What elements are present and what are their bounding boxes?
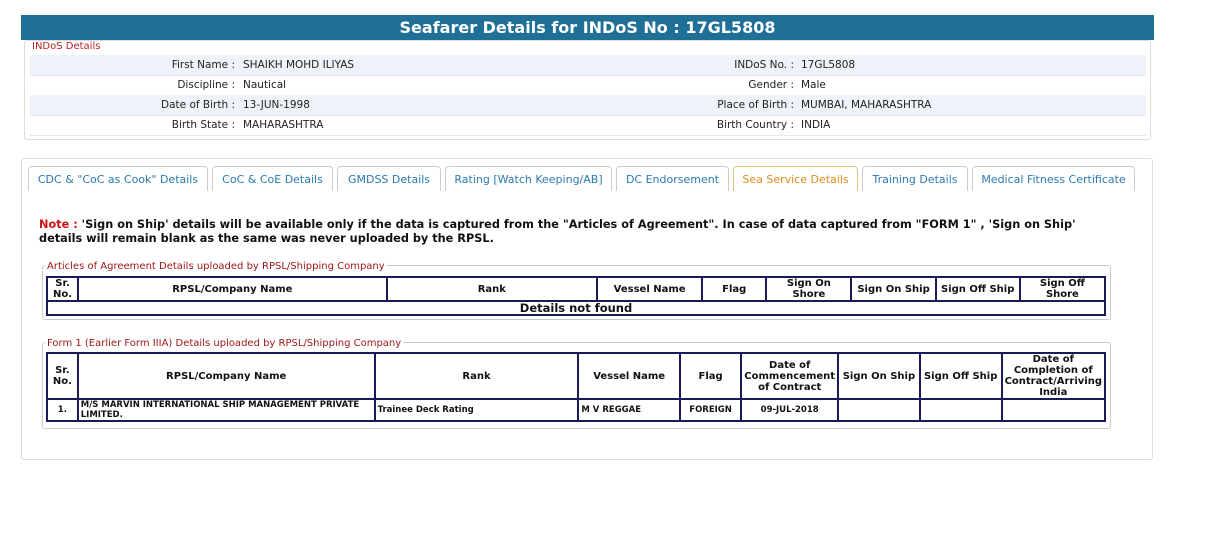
indos-details-legend: INDoS Details [32, 41, 101, 52]
cell-date-completion [1002, 399, 1105, 421]
details-not-found: Details not found [47, 301, 1105, 315]
col-sr-no: Sr. No. [47, 353, 78, 399]
col-flag: Flag [702, 277, 766, 301]
tab-medical-fitness[interactable]: Medical Fitness Certificate [972, 166, 1135, 191]
cell-sign-on-ship [838, 399, 920, 421]
birth-state-value: MAHARASHTRA [243, 119, 324, 131]
indos-row [30, 115, 1146, 136]
col-date-commencement: Date of Commencement of Contract [741, 353, 838, 399]
col-rank: Rank [375, 353, 579, 399]
discipline-value: Nautical [243, 79, 287, 91]
col-flag: Flag [680, 353, 741, 399]
cell-sign-off-ship [920, 399, 1002, 421]
birth-country-label: Birth Country : [716, 119, 794, 131]
dob-value: 13-JUN-1998 [243, 99, 310, 111]
birth-state-label: Birth State : [171, 119, 235, 131]
first-name-label: First Name : [171, 59, 235, 71]
cell-date-commencement: 09-JUL-2018 [741, 399, 838, 421]
page-title: Seafarer Details for INDoS No : 17GL5808 [21, 15, 1154, 40]
col-sign-off-ship: Sign Off Ship [920, 353, 1002, 399]
table-row [47, 301, 1105, 315]
birth-country-value: INDIA [801, 119, 831, 131]
cell-company-name: M/S MARVIN INTERNATIONAL SHIP MANAGEMENT PRIVATE LIMITED. [78, 399, 375, 421]
gender-label: Gender : [748, 79, 794, 91]
col-vessel-name: Vessel Name [597, 277, 702, 301]
cell-sr-no: 1. [47, 399, 78, 421]
dob-label: Date of Birth : [161, 99, 235, 111]
first-name-value: SHAIKH MOHD ILIYAS [243, 59, 355, 71]
tab-rating-watch-keeping[interactable]: Rating [Watch Keeping/AB] [445, 166, 612, 191]
gender-value: Male [801, 79, 826, 91]
form1-header-row [47, 353, 1105, 399]
indos-row [30, 75, 1146, 96]
cell-flag: FOREIGN [680, 399, 741, 421]
articles-table [46, 276, 1106, 316]
tab-coc-coe[interactable]: CoC & CoE Details [212, 166, 333, 191]
col-sign-on-ship: Sign On Ship [851, 277, 935, 301]
sign-on-note [39, 218, 1119, 246]
indos-row [30, 55, 1146, 76]
col-date-completion: Date of Completion of Contract/Arriving India [1002, 353, 1105, 399]
tab-sea-service[interactable]: Sea Service Details [733, 166, 858, 191]
tab-dc-endorsement[interactable]: DC Endorsement [616, 166, 729, 191]
place-of-birth-label: Place of Birth : [717, 99, 794, 111]
discipline-label: Discipline : [177, 79, 235, 91]
indos-no-value: 17GL5808 [801, 59, 856, 71]
form1-table [46, 352, 1106, 422]
col-sr-no: Sr. No. [47, 277, 78, 301]
col-sign-off-ship: Sign Off Ship [936, 277, 1020, 301]
col-sign-off-shore: Sign Off Shore [1020, 277, 1105, 301]
indos-no-label: INDoS No. : [734, 59, 794, 71]
col-company-name: RPSL/Company Name [78, 277, 387, 301]
indos-row [30, 95, 1146, 116]
tab-cdc-coc-cook[interactable]: CDC & "CoC as Cook" Details [28, 166, 208, 191]
tab-training[interactable]: Training Details [862, 166, 968, 191]
articles-header-row [47, 277, 1105, 301]
form1-legend: Form 1 (Earlier Form IIIA) Details uploaded by RPSL/Shipping Company [47, 338, 402, 349]
place-of-birth-value: MUMBAI, MAHARASHTRA [801, 99, 932, 111]
col-sign-on-shore: Sign On Shore [766, 277, 851, 301]
cell-rank: Trainee Deck Rating [375, 399, 579, 421]
tab-gmdss[interactable]: GMDSS Details [337, 166, 441, 191]
note-key: Note : [39, 218, 78, 231]
col-company-name: RPSL/Company Name [78, 353, 375, 399]
note-text: 'Sign on Ship' details will be available only if the data is captured from the "Articles of Agreement". In case of data captured from "FORM 1" , 'Sign on Ship' details will remain blank as the same was never uploaded by the RPSL. [39, 218, 1076, 245]
col-rank: Rank [387, 277, 597, 301]
col-sign-on-ship: Sign On Ship [838, 353, 920, 399]
articles-legend: Articles of Agreement Details uploaded by RPSL/Shipping Company [47, 261, 385, 272]
cell-vessel-name: M V REGGAE [578, 399, 679, 421]
col-vessel-name: Vessel Name [578, 353, 679, 399]
table-row [47, 399, 1105, 421]
